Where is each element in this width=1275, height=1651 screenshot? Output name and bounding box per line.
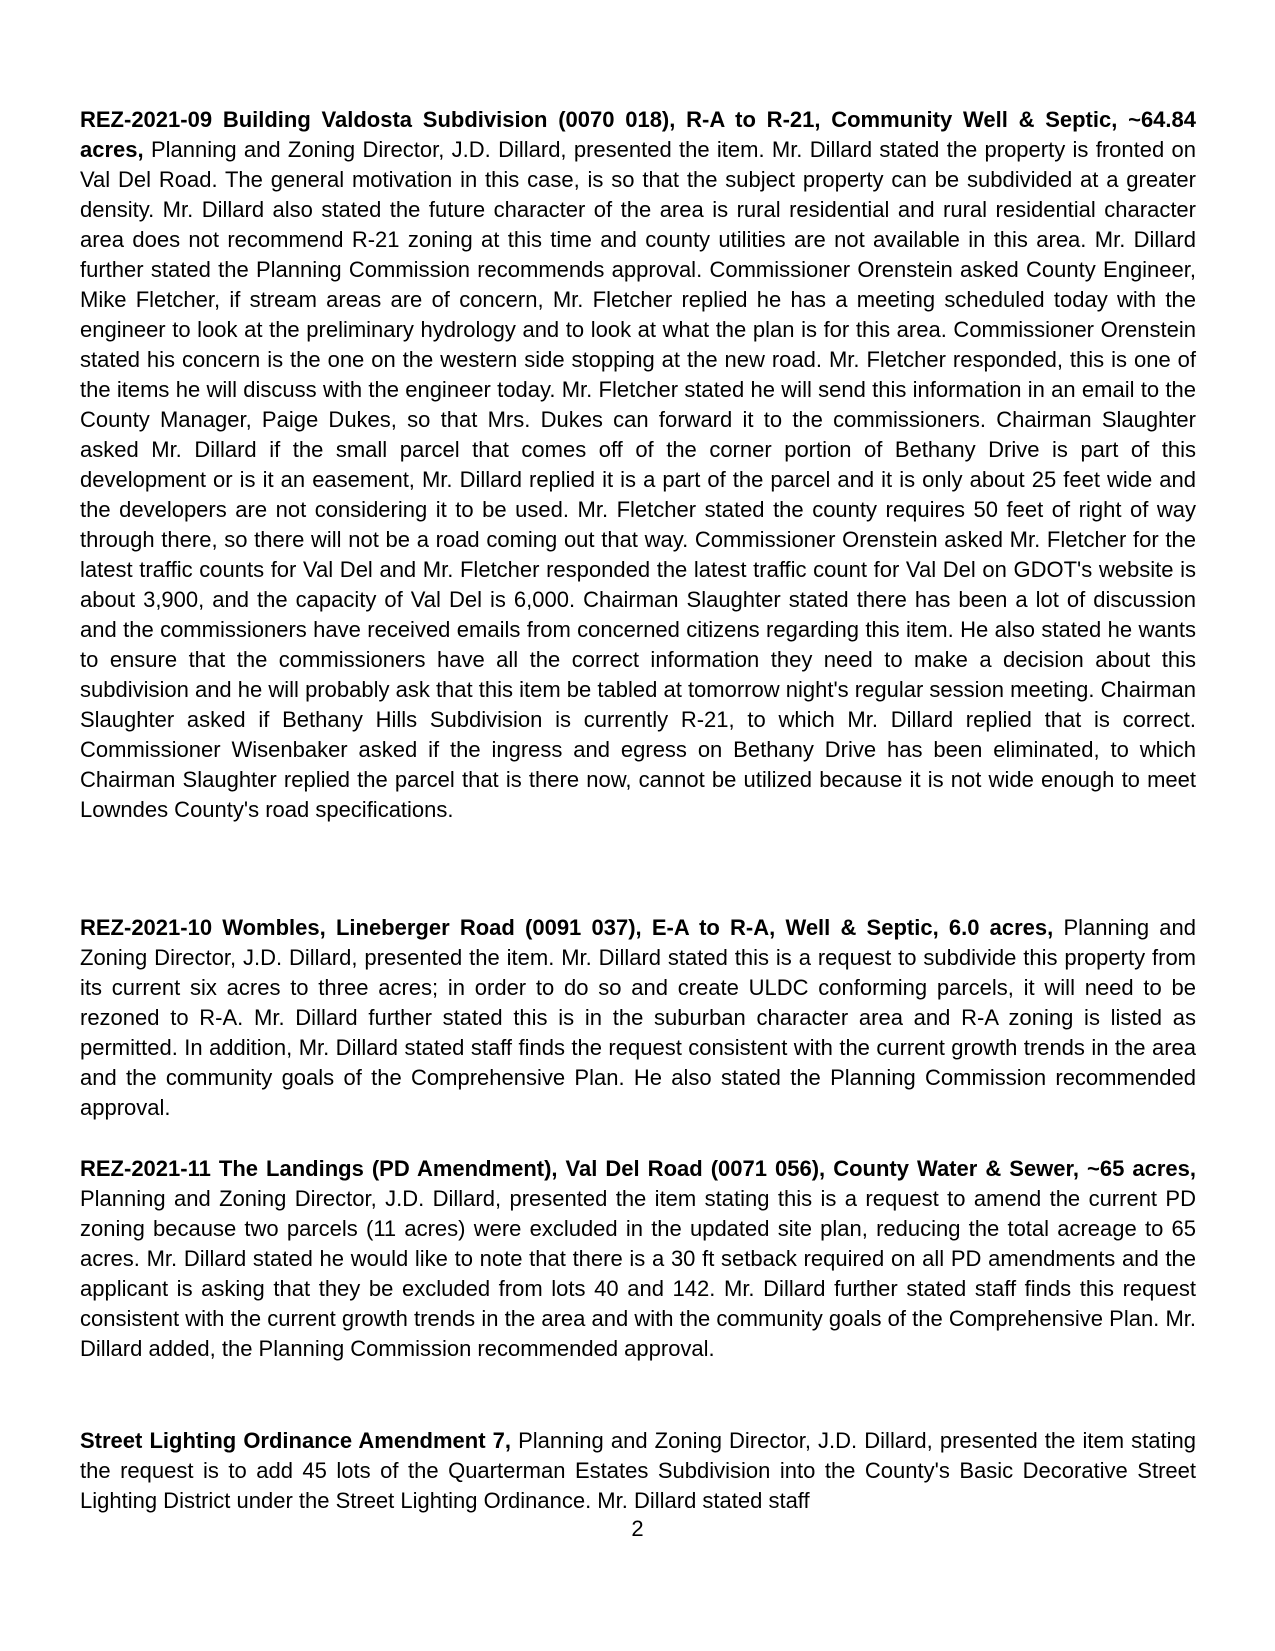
page-number: 2: [631, 1516, 644, 1541]
item-heading-street-lighting-amendment-7: Street Lighting Ordinance Amendment 7,: [80, 1428, 511, 1453]
item-body-rez-2021-11: Planning and Zoning Director, J.D. Dillard, presented the item stating this is a request to amend the current PD zoning because two parcels (11 acres) were excluded in the updated site plan, reducing the total acreage to 65 acres. Mr. Dillard stated he would like to note that there is a 30 ft setback required on all PD amendments and the applicant is asking that they be excluded from lots 40 and 142. Mr. Dillard further stated staff finds this request consistent with the current growth trends in the area and with the community goals of the Comprehensive Plan. Mr. Dillard added, the Planning Commission recommended approval.: [80, 1186, 1196, 1361]
item-body-rez-2021-09: Planning and Zoning Director, J.D. Dillard, presented the item. Mr. Dillard stated the property is fronted on Val Del Road. The general motivation in this case, is so that the subject property can be subdivided at a greater density. Mr. Dillard also stated the future character of the area is rural residential and rural residential character area does not recommend R-21 zoning at this time and county utilities are not available in this area. Mr. Dillard further stated the Planning Commission recommends approval. Commissioner Orenstein asked County Engineer, Mike Fletcher, if stream areas are of concern, Mr. Fletcher replied he has a meeting scheduled today with the engineer to look at the preliminary hydrology and to look at what the plan is for this area. Commissioner Orenstein stated his concern is the one on the western side stopping at the new road. Mr. Fletcher responded, this is one of the items he will discuss with the engineer today. Mr. Fletcher stated he will send this information in an email to the County Manager, Paige Dukes, so that Mrs. Dukes can forward it to the commissioners. Chairman Slaughter asked Mr. Dillard if the small parcel that comes off of the corner portion of Bethany Drive is part of this development or is it an easement, Mr. Dillard replied it is a part of the parcel and it is only about 25 feet wide and the developers are not considering it to be used. Mr. Fletcher stated the county requires 50 feet of right of way through there, so there will not be a road coming out that way. Commissioner Orenstein asked Mr. Fletcher for the latest traffic counts for Val Del and Mr. Fletcher responded the latest traffic count for Val Del on GDOT's website is about 3,900, and the capacity of Val Del is 6,000. Chairman Slaughter stated there has been a lot of discussion and the commissioners have received emails from concerned citizens regarding this item. He also stated he wants to ensure that the commissioners have all the correct information they need to make a decision about this subdivision and he will probably ask that this item be tabled at tomorrow night's regular session meeting. Chairman Slaughter asked if Bethany Hills Subdivision is currently R-21, to which Mr. Dillard replied that is correct. Commissioner Wisenbaker asked if the ingress and egress on Bethany Drive has been eliminated, to which Chairman Slaughter replied the parcel that is there now, cannot be utilized because it is not wide enough to meet Lowndes County's road specifications.: [80, 137, 1196, 822]
item-heading-rez-2021-10: REZ-2021-10 Wombles, Lineberger Road (0091 037), E-A to R-A, Well & Septic, 6.0 acres,: [80, 915, 1054, 940]
paragraph-rez-2021-10: [80, 913, 1196, 1123]
item-body-rez-2021-10: Planning and Zoning Director, J.D. Dillard, presented the item. Mr. Dillard stated this is a request to subdivide this property from its current six acres to three acres; in order to do so and create ULDC conforming parcels, it will need to be rezoned to R-A. Mr. Dillard further stated this is in the suburban character area and R-A zoning is listed as permitted. In addition, Mr. Dillard stated staff finds the request consistent with the current growth trends in the area and the community goals of the Comprehensive Plan. He also stated the Planning Commission recommended approval.: [80, 915, 1196, 1120]
item-body-street-lighting-amendment-7: Planning and Zoning Director, J.D. Dillard, presented the item stating the request is to add 45 lots of the Quarterman Estates Subdivision into the County's Basic Decorative Street Lighting District under the Street Lighting Ordinance. Mr. Dillard stated staff: [80, 1428, 1196, 1513]
paragraph-rez-2021-09: [80, 105, 1196, 825]
item-heading-rez-2021-09: REZ-2021-09 Building Valdosta Subdivision (0070 018), R-A to R-21, Community Well & Septic, ~64.84 acres,: [80, 107, 1196, 162]
paragraph-street-lighting-amendment-7: [80, 1426, 1196, 1516]
item-heading-rez-2021-11: REZ-2021-11 The Landings (PD Amendment), Val Del Road (0071 056), County Water & Sewer, ~65 acres,: [80, 1156, 1196, 1181]
paragraph-rez-2021-11: [80, 1154, 1196, 1364]
